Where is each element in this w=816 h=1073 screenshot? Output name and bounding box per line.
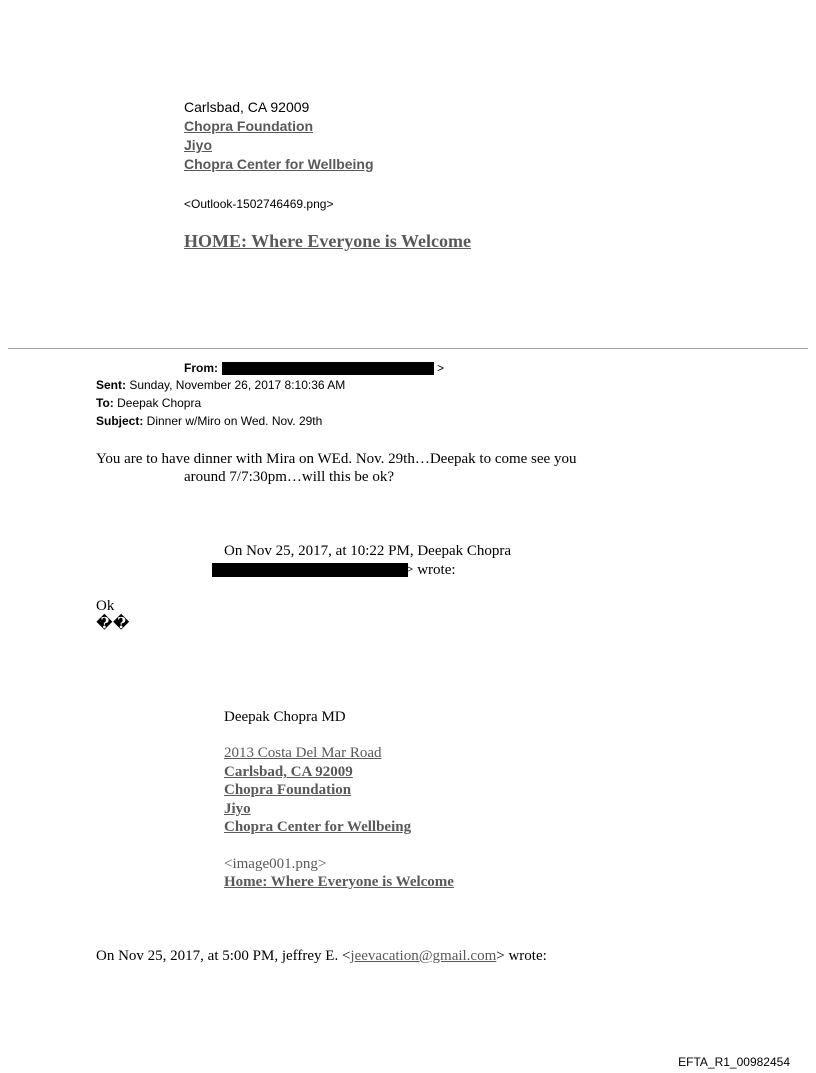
sent-line	[96, 377, 345, 394]
signature-link-chopra-center[interactable]: Chopra Center for Wellbeing	[224, 819, 412, 835]
from-label: From:	[184, 361, 218, 375]
sent-value: Sunday, November 26, 2017 8:10:36 AM	[126, 378, 346, 392]
from-line	[184, 360, 218, 377]
signature-name: Deepak Chopra MD	[224, 709, 346, 725]
redaction-bar-quote1	[212, 563, 408, 577]
signature-image-placeholder: <image001.png>	[224, 856, 327, 872]
top-link-chopra-foundation[interactable]: Chopra Foundation	[184, 118, 314, 134]
signature-city-link[interactable]: Carlsbad, CA 92009	[224, 764, 353, 780]
reply-glyphs: ��	[96, 616, 130, 632]
quote1-wrote: > wrote:	[405, 562, 456, 578]
top-link-jiyo[interactable]: Jiyo	[184, 137, 213, 153]
top-link-chopra-center[interactable]: Chopra Center for Wellbeing	[184, 156, 374, 172]
quote2-email-link[interactable]: jeevacation@gmail.com	[350, 948, 497, 964]
to-line	[96, 395, 201, 412]
message-line-1: You are to have dinner with Mira on WEd. Nov. 29th…Deepak to come see you	[96, 451, 577, 467]
sent-label: Sent:	[96, 378, 126, 392]
subject-line	[96, 413, 322, 430]
to-label: To:	[96, 396, 114, 410]
from-suffix: >	[437, 361, 445, 375]
quote1-line-1: On Nov 25, 2017, at 10:22 PM, Deepak Chopra	[224, 543, 512, 559]
top-signature-address: Carlsbad, CA 92009	[184, 99, 310, 115]
signature-link-chopra-foundation[interactable]: Chopra Foundation	[224, 782, 352, 798]
message-line-2: around 7/7:30pm…will this be ok?	[184, 469, 394, 485]
top-image-placeholder: <Outlook-1502746469.png>	[184, 197, 334, 211]
message-divider	[8, 348, 808, 349]
top-tagline-link[interactable]: HOME: Where Everyone is Welcome	[184, 231, 471, 251]
to-value: Deepak Chopra	[113, 396, 202, 410]
quote2-suffix: > wrote:	[496, 948, 547, 964]
signature-tagline-link[interactable]: Home: Where Everyone is Welcome	[224, 874, 454, 890]
signature-link-jiyo[interactable]: Jiyo	[224, 801, 251, 817]
quote2-prefix: On Nov 25, 2017, at 5:00 PM, jeffrey E. <	[96, 948, 351, 964]
document-id: EFTA_R1_00982454	[678, 1055, 790, 1069]
subject-label: Subject:	[96, 414, 144, 428]
reply-text: Ok	[96, 598, 115, 614]
quote2-line	[96, 947, 547, 965]
subject-value: Dinner w/Miro on Wed. Nov. 29th	[143, 414, 323, 428]
redaction-bar-from	[222, 362, 434, 375]
signature-street-link[interactable]: 2013 Costa Del Mar Road	[224, 745, 382, 761]
